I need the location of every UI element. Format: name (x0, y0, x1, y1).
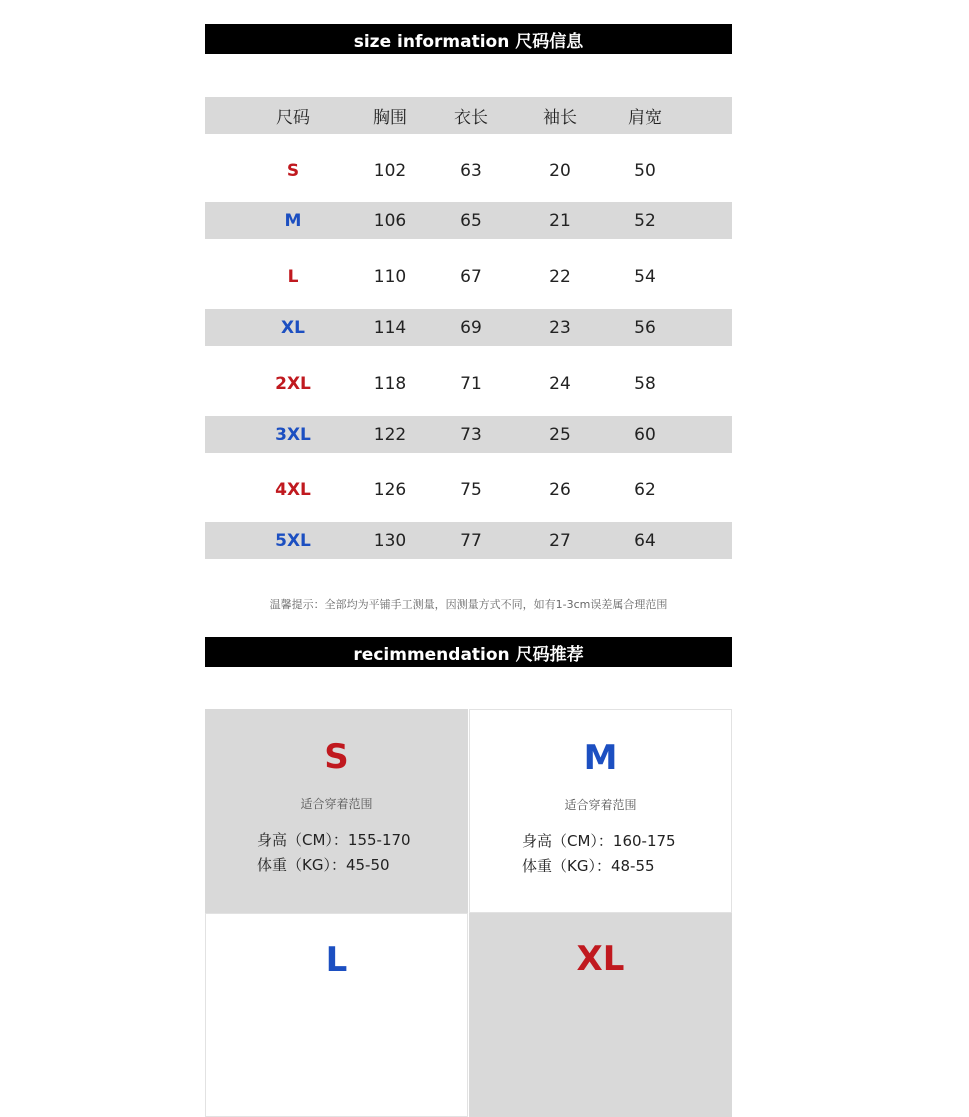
size-label: 3XL (275, 424, 311, 445)
table-cell: 114 (373, 317, 407, 338)
table-row (205, 202, 732, 239)
table-cell: 62 (634, 479, 656, 500)
table-header-cell: 袖长 (543, 108, 577, 128)
table-header-row (205, 97, 732, 134)
table-header-cell: 尺码 (276, 108, 310, 128)
table-cell: 24 (549, 373, 571, 394)
table-cell: 122 (373, 424, 407, 445)
table-cell: 21 (549, 210, 571, 231)
size-label: XL (281, 317, 305, 338)
size-label: M (284, 210, 302, 231)
card-size-label: M (583, 738, 618, 778)
card-size-label: S (324, 737, 349, 777)
size-label: L (287, 266, 299, 287)
table-header-cell: 胸围 (373, 108, 407, 128)
table-cell: 77 (460, 530, 482, 551)
recommend-card-m (469, 709, 732, 913)
size-label: 4XL (275, 479, 311, 500)
card-size-label: L (325, 940, 348, 980)
table-row (205, 152, 732, 189)
table-cell: 71 (460, 373, 482, 394)
table-cell: 75 (460, 479, 482, 500)
table-cell: 64 (634, 530, 656, 551)
table-cell: 58 (634, 373, 656, 394)
card-fit-label: 适合穿着范围 (300, 797, 373, 811)
measurement-note: 温馨提示：全部均为平铺手工测量，因测量方式不同，如有1-3cm误差属合理范围 (269, 598, 668, 611)
table-cell: 23 (549, 317, 571, 338)
recommend-card-l (205, 913, 468, 1117)
table-row (205, 416, 732, 453)
table-cell: 65 (460, 210, 482, 231)
table-cell: 69 (460, 317, 482, 338)
table-cell: 63 (460, 160, 482, 181)
table-cell: 54 (634, 266, 656, 287)
table-cell: 102 (373, 160, 407, 181)
card-height-range: 身高（CM）：155-170 (257, 831, 411, 849)
card-height-range: 身高（CM）：160-175 (522, 832, 676, 850)
card-size-label: XL (576, 939, 625, 979)
size-label: S (286, 160, 300, 181)
table-cell: 25 (549, 424, 571, 445)
table-cell: 60 (634, 424, 656, 445)
size-info-title: size information 尺码信息 (353, 31, 584, 52)
table-cell: 118 (373, 373, 407, 394)
table-cell: 67 (460, 266, 482, 287)
table-cell: 22 (549, 266, 571, 287)
recommend-card-xl (469, 913, 732, 1117)
table-cell: 56 (634, 317, 656, 338)
table-cell: 130 (373, 530, 407, 551)
table-cell: 52 (634, 210, 656, 231)
table-cell: 20 (549, 160, 571, 181)
table-cell: 73 (460, 424, 482, 445)
table-row (205, 471, 732, 508)
card-fit-label: 适合穿着范围 (564, 798, 637, 812)
table-row (205, 365, 732, 402)
table-cell: 106 (373, 210, 407, 231)
recommendation-header (205, 637, 732, 667)
table-header-cell: 肩宽 (628, 108, 662, 128)
card-weight-range: 体重（KG）：45-50 (257, 856, 390, 874)
table-cell: 50 (634, 160, 656, 181)
table-cell: 126 (373, 479, 407, 500)
table-header-cell: 衣长 (454, 108, 488, 128)
size-label: 5XL (275, 530, 311, 551)
table-cell: 110 (373, 266, 407, 287)
size-info-header (205, 24, 732, 54)
card-weight-range: 体重（KG）：48-55 (522, 857, 655, 875)
recommend-card-s (205, 709, 468, 913)
table-row (205, 258, 732, 295)
table-cell: 27 (549, 530, 571, 551)
size-label: 2XL (275, 373, 311, 394)
table-row (205, 309, 732, 346)
table-row (205, 522, 732, 559)
table-cell: 26 (549, 479, 571, 500)
recommendation-title: recimmendation 尺码推荐 (353, 644, 584, 665)
